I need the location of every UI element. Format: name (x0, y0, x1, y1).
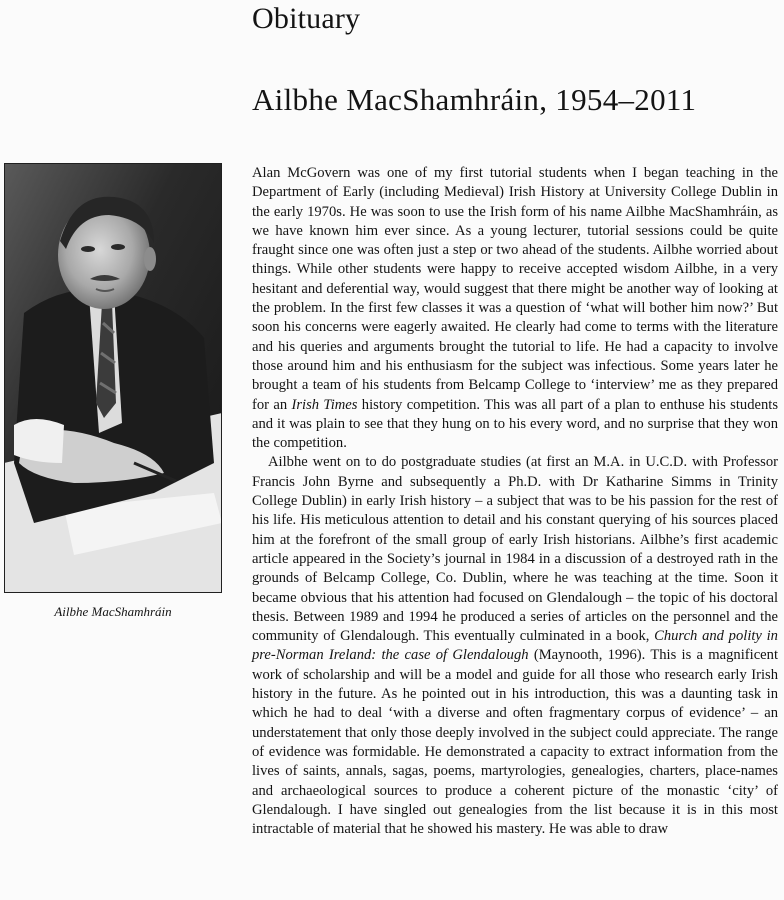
photo-caption: Ailbhe MacShamhráin (54, 604, 172, 619)
paragraph-2-text-a: Ailbhe went on to do postgraduate studies (at first an M.A. in U.C.D. with Professor Francis John Byrne and subsequently a Ph.D. with Dr Katharine Simms in Trinity College Dublin) in early Irish history – a subject that was to be his passion for the rest of his life. His meticulous attention to detail and his constant querying of his sources placed him at the forefront of the small group of early Irish historians. Ailbhe’s first academic article appeared in the Society’s journal in 1984 in a discussion of a destroyed rath in the grounds of Belcamp College, Co. Dublin, where he was teaching at the time. Soon it became obvious that his attention had focused on Glendalough – the topic of his doctoral thesis. Between 1989 and 1994 he produced a series of articles on the personnel and the community of Glendalough. This eventually culminated in a book, (252, 454, 778, 645)
obituary-title: Ailbhe MacShamhráin, 1954–2011 (252, 82, 697, 117)
paragraph-1-italic: Irish Times (291, 396, 358, 413)
portrait-photo (4, 163, 222, 593)
paragraph-1-text-b: history competition. This was all part of a plan to enthuse his students and it was plain to see that they hung on to his every word, and no surprise that they won the competition. (252, 396, 779, 452)
portrait-photo-image (4, 163, 222, 593)
paragraph-1-text-a: Alan McGovern was one of my first tutorial students when I began teaching in the Department of Early (including Medieval) Irish History at University College Dublin in the early 1970s. He was soon to use the Irish form of his name Ailbhe MacShamhráin, as we have known him ever since. As a young lecturer, tutorial sessions could be quite fraught since one was often just a step or two ahead of the students. Ailbhe worried about things. While other students were happy to receive accepted wisdom Ailbhe, in a very hesitant and deferential way, would suggest that there might be another way of looking at the problem. In the first few classes it was a question of ‘what will bother him now?’ But soon his concerns were eagerly awaited. He clearly had come to terms with the literature and his queries and arguments brought the tutorial to life. He had a capacity to involve those around him and his enthusiasm for the subject was infectious. Some years later he brought a team of his students from Belcamp College to ‘interview’ me as they prepared for an (252, 165, 778, 413)
paragraph-2-text-b: (Maynooth, 1996). This is a magnificent work of scholarship and will be a model and guide for all those who research early Irish history in the future. As he pointed out in his introduction, this was a daunting task in which he had to deal ‘with a diverse and often fragmentary corpus of evidence’ – an understatement that only those deeply involved in the subject could appreciate. The range of evidence was formidable. He demonstrated a capacity to extract information from the lives of saints, annals, sagas, poems, martyrologies, genealogies, charters, place-names and archaeological sources to produce a coherent picture of the monastic ‘city’ of Glendalough. I have singled out genealogies from the list because it is in this most intractable of material that he showed his mastery. He was able to draw (252, 647, 778, 838)
paragraph-2-italic: Church and polity in pre-Norman Ireland: the case of Glendalough (252, 628, 778, 664)
article-body (252, 164, 778, 839)
paragraph-1 (252, 164, 778, 453)
section-heading: Obituary (252, 2, 361, 35)
paragraph-2 (252, 453, 778, 839)
